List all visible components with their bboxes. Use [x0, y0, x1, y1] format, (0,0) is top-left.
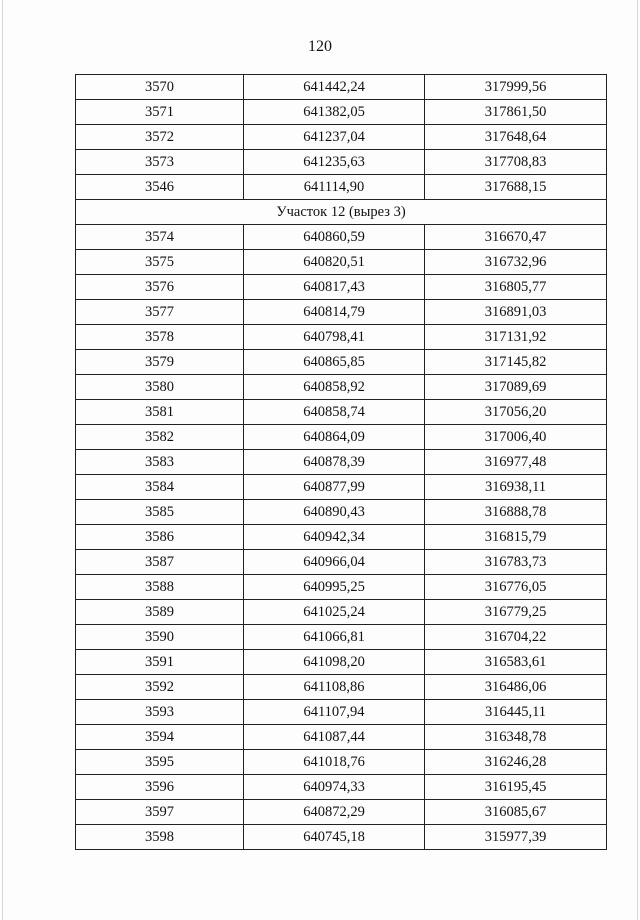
point-number-cell: 3595 — [76, 750, 244, 775]
y-coordinate-cell: 316891,03 — [425, 300, 607, 325]
y-coordinate-cell: 316445,11 — [425, 700, 607, 725]
table-row — [76, 675, 607, 700]
x-coordinate-cell: 641382,05 — [244, 100, 425, 125]
point-number-cell: 3546 — [76, 175, 244, 200]
point-number-cell: 3586 — [76, 525, 244, 550]
table-row — [76, 625, 607, 650]
y-coordinate-cell: 316486,06 — [425, 675, 607, 700]
x-coordinate-cell: 640995,25 — [244, 575, 425, 600]
point-number-cell: 3582 — [76, 425, 244, 450]
table-row — [76, 500, 607, 525]
x-coordinate-cell: 640745,18 — [244, 825, 425, 850]
point-number-cell: 3573 — [76, 150, 244, 175]
y-coordinate-cell: 316888,78 — [425, 500, 607, 525]
x-coordinate-cell: 640974,33 — [244, 775, 425, 800]
y-coordinate-cell: 316815,79 — [425, 525, 607, 550]
x-coordinate-cell: 641087,44 — [244, 725, 425, 750]
y-coordinate-cell: 317006,40 — [425, 425, 607, 450]
point-number-cell: 3576 — [76, 275, 244, 300]
x-coordinate-cell: 640864,09 — [244, 425, 425, 450]
point-number-cell: 3575 — [76, 250, 244, 275]
point-number-cell: 3577 — [76, 300, 244, 325]
point-number-cell: 3589 — [76, 600, 244, 625]
x-coordinate-cell: 641442,24 — [244, 75, 425, 100]
table-row — [76, 350, 607, 375]
table-row — [76, 300, 607, 325]
x-coordinate-cell: 640814,79 — [244, 300, 425, 325]
page-edge-right — [637, 0, 638, 920]
y-coordinate-cell: 316805,77 — [425, 275, 607, 300]
x-coordinate-cell: 641098,20 — [244, 650, 425, 675]
y-coordinate-cell: 316783,73 — [425, 550, 607, 575]
x-coordinate-cell: 640966,04 — [244, 550, 425, 575]
point-number-cell: 3579 — [76, 350, 244, 375]
table-row — [76, 825, 607, 850]
point-number-cell: 3570 — [76, 75, 244, 100]
page-number: 120 — [308, 38, 332, 55]
table-row — [76, 600, 607, 625]
table-row — [76, 325, 607, 350]
x-coordinate-cell: 640872,29 — [244, 800, 425, 825]
x-coordinate-cell: 641114,90 — [244, 175, 425, 200]
y-coordinate-cell: 316704,22 — [425, 625, 607, 650]
y-coordinate-cell: 315977,39 — [425, 825, 607, 850]
point-number-cell: 3590 — [76, 625, 244, 650]
y-coordinate-cell: 317145,82 — [425, 350, 607, 375]
x-coordinate-cell: 640878,39 — [244, 450, 425, 475]
point-number-cell: 3597 — [76, 800, 244, 825]
x-coordinate-cell: 640858,92 — [244, 375, 425, 400]
x-coordinate-cell: 640865,85 — [244, 350, 425, 375]
point-number-cell: 3591 — [76, 650, 244, 675]
table-row — [76, 525, 607, 550]
point-number-cell: 3578 — [76, 325, 244, 350]
x-coordinate-cell: 640890,43 — [244, 500, 425, 525]
y-coordinate-cell: 316085,67 — [425, 800, 607, 825]
table-row — [76, 150, 607, 175]
x-coordinate-cell: 640942,34 — [244, 525, 425, 550]
y-coordinate-cell: 316195,45 — [425, 775, 607, 800]
point-number-cell: 3594 — [76, 725, 244, 750]
point-number-cell: 3585 — [76, 500, 244, 525]
table-row — [76, 800, 607, 825]
x-coordinate-cell: 641066,81 — [244, 625, 425, 650]
y-coordinate-cell: 316779,25 — [425, 600, 607, 625]
table-row — [76, 725, 607, 750]
point-number-cell: 3571 — [76, 100, 244, 125]
y-coordinate-cell: 317089,69 — [425, 375, 607, 400]
table-row — [76, 175, 607, 200]
table-row — [76, 275, 607, 300]
y-coordinate-cell: 317056,20 — [425, 400, 607, 425]
x-coordinate-cell: 641237,04 — [244, 125, 425, 150]
x-coordinate-cell: 640820,51 — [244, 250, 425, 275]
y-coordinate-cell: 317708,83 — [425, 150, 607, 175]
point-number-cell: 3581 — [76, 400, 244, 425]
y-coordinate-cell: 316246,28 — [425, 750, 607, 775]
point-number-cell: 3583 — [76, 450, 244, 475]
y-coordinate-cell: 316348,78 — [425, 725, 607, 750]
y-coordinate-cell: 317131,92 — [425, 325, 607, 350]
table-row — [76, 750, 607, 775]
point-number-cell: 3574 — [76, 225, 244, 250]
point-number-cell: 3593 — [76, 700, 244, 725]
y-coordinate-cell: 316938,11 — [425, 475, 607, 500]
point-number-cell: 3580 — [76, 375, 244, 400]
x-coordinate-cell: 641107,94 — [244, 700, 425, 725]
table-row — [76, 425, 607, 450]
section-title: Участок 12 (вырез 3) — [76, 200, 607, 225]
table-row — [76, 400, 607, 425]
y-coordinate-cell: 316583,61 — [425, 650, 607, 675]
x-coordinate-cell: 641108,86 — [244, 675, 425, 700]
x-coordinate-cell: 640877,99 — [244, 475, 425, 500]
table-row — [76, 75, 607, 100]
table-row — [76, 450, 607, 475]
table-row — [76, 375, 607, 400]
y-coordinate-cell: 317861,50 — [425, 100, 607, 125]
x-coordinate-cell: 640798,41 — [244, 325, 425, 350]
section-row — [76, 200, 607, 225]
point-number-cell: 3598 — [76, 825, 244, 850]
y-coordinate-cell: 316776,05 — [425, 575, 607, 600]
point-number-cell: 3587 — [76, 550, 244, 575]
table-row — [76, 700, 607, 725]
table-row — [76, 650, 607, 675]
x-coordinate-cell: 641018,76 — [244, 750, 425, 775]
point-number-cell: 3592 — [76, 675, 244, 700]
x-coordinate-cell: 641025,24 — [244, 600, 425, 625]
coordinates-table — [75, 74, 607, 850]
y-coordinate-cell: 316670,47 — [425, 225, 607, 250]
table-row — [76, 125, 607, 150]
x-coordinate-cell: 640817,43 — [244, 275, 425, 300]
point-number-cell: 3584 — [76, 475, 244, 500]
y-coordinate-cell: 317648,64 — [425, 125, 607, 150]
table-row — [76, 575, 607, 600]
table-row — [76, 550, 607, 575]
table-row — [76, 100, 607, 125]
y-coordinate-cell: 317999,56 — [425, 75, 607, 100]
coordinates-table-body — [76, 75, 607, 850]
y-coordinate-cell: 316732,96 — [425, 250, 607, 275]
table-row — [76, 475, 607, 500]
point-number-cell: 3572 — [76, 125, 244, 150]
y-coordinate-cell: 316977,48 — [425, 450, 607, 475]
table-row — [76, 775, 607, 800]
x-coordinate-cell: 641235,63 — [244, 150, 425, 175]
table-row — [76, 225, 607, 250]
y-coordinate-cell: 317688,15 — [425, 175, 607, 200]
table-row — [76, 250, 607, 275]
point-number-cell: 3588 — [76, 575, 244, 600]
x-coordinate-cell: 640860,59 — [244, 225, 425, 250]
point-number-cell: 3596 — [76, 775, 244, 800]
x-coordinate-cell: 640858,74 — [244, 400, 425, 425]
page-edge-left — [2, 0, 3, 920]
